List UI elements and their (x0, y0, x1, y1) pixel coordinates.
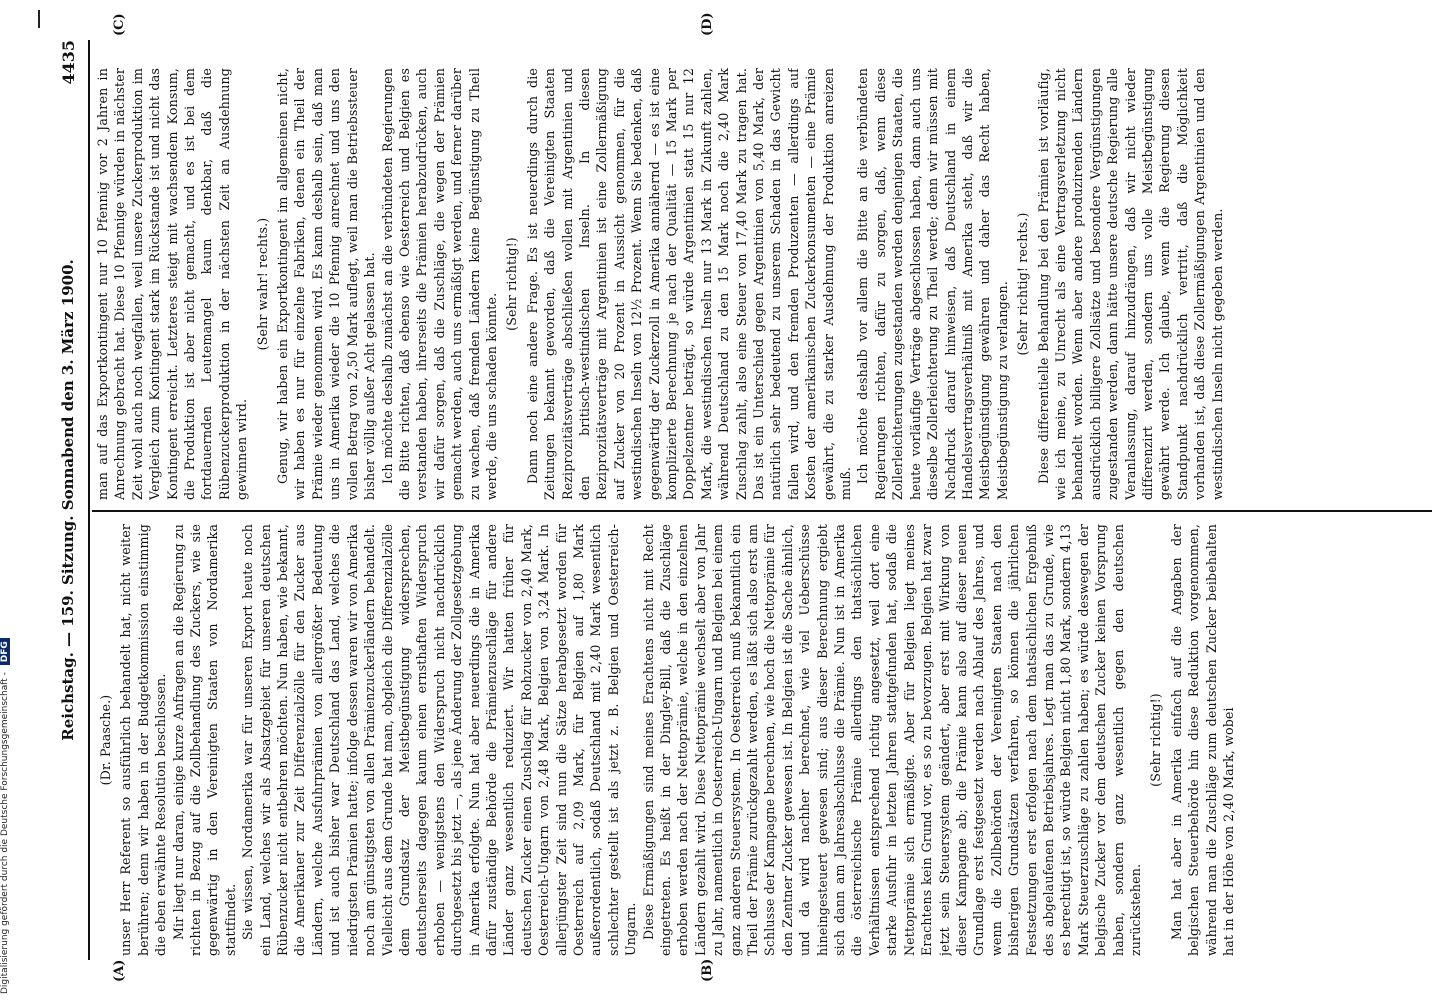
page-number: 4435 (59, 40, 78, 85)
paragraph: Ich möchte deshalb zunächst an die verbündeten Regierungen die Bitte richten, daß ebenso wie Oesterreich und Belgien es verstanden haben, ihrerseits die Prämien herabzudrücken, auch wir dafür sorgen, daß die Zuschläge, die wegen der Prämien gemacht werden, auch uns ermäßigt werden, und ferner darüber zu wachen, daß fremden Ländern keine Begünstigung zu Theil werde, die uns schaden könnte. (379, 68, 499, 500)
dfg-logo: DFG (0, 638, 10, 665)
page-header (55, 40, 85, 960)
paragraph: Sie wissen, Nordamerika war für unseren Export heute noch ein Land, welches wir als Absatzgebiet für unseren deutschen Rübenzucker nicht entbehren möchten. Nun haben, wie bekannt, die Amerikaner zur Zeit Differenzialzölle für den Zucker aus Ländern, welche Ausfuhrprämien von allergrößter Bedeutung und ist auch bisher war Deutschland das Land, welches die niedrigsten Prämien hatte; infolge dessen waren wir von Amerika noch am günstigsten von allen Prämienzuckerländern behandelt. Vielleicht aus dem Grunde hat man, obgleich die Differenzialzölle dem Grundsatz der Meistbegünstigung widersprechen, deutscherseits dagegen kaum einen ernsthaften Widerspruch erhoben — wenigstens den Widerspruch nicht nachdrücklich durchgesetzt bis jetzt —, als jene Änderung der Zollgesetzgebung in Amerika erfolgte. Nun hat aber neuerdings die in Amerika dafür zuständige Behörde die Prämienzuschläge für andere Länder ganz wesentlich reduziert. Wir hatten früher für deutschen Zucker einen Zuschlag für Rohzucker von 2,40 Mark, Oesterreich-Ungarn von 2,48 Mark, Belgien von 3,24 Mark. In allerjüngster Zeit sind nun die Sätze herabgesetzt worden für Oesterreich auf 2,09 Mark, für Belgien auf 1,80 Mark außerordentlich, sodaß Deutschland mit 2,40 Mark wesentlich schlechter gestellt ist als jetzt z. B. Belgien und Oesterreich-Ungarn. (240, 524, 639, 956)
left-column (94, 524, 1419, 956)
header-title: Reichstag. — 159. Sitzung. Sonnabend den 3. März 1900. (59, 259, 77, 741)
interjection: (Sehr richtig! rechts.) (1015, 212, 1031, 356)
paragraph: Dann noch eine andere Frage. Es ist neuerdings durch die Zeitungen bekannt geworden, daß die Vereinigten Staaten Reziprozitätsverträge abschließen wollen mit Argentinien und den britisch-westindischen Inseln. In diesen Reziprozitätsverträge mit Argentinien ist eine Zollermäßigung auf Zucker von 20 Prozent in Aussicht genommen, für die westindischen Inseln von 12½ Prozent. Wenn Sie bedenken, daß gegenwärtig der Zuckerzoll in Amerika annähernd — es ist eine komplizierte Berechnung je nach der Qualität — 15 Mark per Doppelzentner beträgt, so würde Argentinien statt 15 nur 12 Mark, die westindischen Inseln nur 13 Mark in Zukunft zahlen, während Deutschland zu den 15 Mark noch die 2,40 Mark Zuschlag zahlt, also eine Steuer von 17,40 Mark zu tragen hat. Das ist ein Unterschied gegen Argentinien von 5,40 Mark, der natürlich sehr bedeutend zu unserem Schaden in das Gewicht fallen wird, und den fremden Produzenten — allerdings auf Kosten der amerikanischen Zuckerkonsumenten — eine Prämie gewährt, die zu starker Ausdehnung der Produktion anreizen muß. (524, 68, 854, 500)
margin-mark-b: (B) (700, 958, 715, 982)
right-column (94, 68, 1419, 500)
paragraph: Diese Ermäßigungen sind meines Erachtens nicht mit Recht eingetreten. Es heißt in der Dingley-Bill, daß die Zuschläge erhoben werden nach der Nettoprämie, welche in den einzelnen Ländern gezahlt wird. Diese Nettoprämie wechselt aber von Jahr zu Jahr, namentlich in Oesterreich-Ungarn und Belgien bei einem ganz anderen Steuersystem. In Oesterreich muß bekanntlich ein Theil der Prämie zurückgezahlt werden, es läßt sich also erst am Schlusse der Kampagne berechnen, wie hoch die Nettoprämie für den Zentner Zucker gewesen ist. In Belgien ist die Sache ähnlich, und da wird nachher berechnet, wie viel Ueberschüsse hineingesteuert gewesen sind; aus dieser Berechnung ergiebt sich dann am Jahresabschlusse die Prämie. Nun ist in Amerika die österreichische Prämie allerdings den thatsächlichen Verhältnissen entsprechend richtig angesetzt, weil dort eine starke Ausfuhr in letzten Jahren stattgefunden hat, sodaß die Nettoprämie sich ermäßigte. Aber für Belgien liegt meines Erachtens kein Grund vor, es so zu bevorzugen. Belgien hat zwar jetzt sein Steuersystem geändert, aber erst mit Wirkung von dieser Kampagne ab; die Prämie kann also auf dieser neuen Grundlage erst festgesetzt werden nach Ablauf des Jahres, und wenn die Zollbehörden der Vereinigten Staaten nach den bisherigen Grundsätzen verfahren, so können die jährlichen Festsetzungen erst erfolgen nach dem thatsächlichen Ergebniß des abgelaufenen Betriebsjahres. Legt man das zu Grunde, wie es berechtigt ist, so würde Belgien nicht 1,80 Mark, sondern 4,13 Mark Steuerzuschläge zu zahlen haben; es würde deswegen der belgische Zucker vor dem deutschen Zucker keinen Vorsprung haben, sondern ganz wesentlich gegen den deutschen zurückstehen. (640, 524, 1143, 956)
paragraph: Ich möchte deshalb vor allem die Bitte an die verbündeten Regierungen richten, dafür zu sorgen, daß, wenn diese Zollerleichterungen zugestanden werden denjenigen Staaten, die heute vorläufige Verträge abgeschlossen haben, dann auch uns dieselbe Zollerleichterung zu Theil werde; denn wir müssen mit Nachdruck darauf hinweisen, daß Deutschland in einem Handelsvertragsverhältniß mit Amerika steht, daß wir die Meistbegünstigung gewähren und daher das Recht haben, Meistbegünstigung zu verlangen. (855, 68, 1010, 500)
paragraph: man auf das Exportkontingent nur 10 Pfennig vor 2 Jahren in Anrechnung gebracht hat. Diese 10 Pfennige würden in nächster Zeit wohl auch noch wegfallen, weil unsere Zuckerproduktion im Vergleich zum Kontingent stark im Rückstande ist und nicht das Kontingent erreicht. Letzteres steigt mit wachsendem Konsum, die Produktion ist aber nicht gemacht, und es ist bei dem fortdauernden Leutemangel kaum denkbar, daß die Rübenzuckerproduktion in der nächsten Zeit an Ausdehnung gewinnen wird. (95, 68, 250, 500)
paragraph: Diese differentielle Behandlung bei den Prämien ist vorläufig, wie ich meine, zu Unrecht als eine Vertragsverletzung nicht behandelt worden. Wenn aber andere produzirenden Ländern ausdrücklich billigere Zollsätze und besondere Vergünstigungen zugestanden werden, dann hätte unsere deutsche Regierung alle Veranlassung, darauf hinzudrängen, daß wir nicht wieder differenzirt werden, sondern uns volle Meistbegünstigung gewährt werde. Ich glaube, wenn die Regierung diesen Standpunkt nachdrücklich vertritt, daß die Möglichkeit vorhanden ist, daß diese Zollermäßigungen Argentinien und den westindischen Inseln nicht gegeben werden. (1035, 68, 1225, 500)
margin-mark-a: (A) (112, 959, 127, 982)
margin-mark-c: (C) (112, 13, 127, 36)
column-divider (92, 510, 1432, 512)
paragraph: Man hat aber in Amerika einfach auf die Angaben der belgischen Steuerbehörde hin diese Reduktion vorgenommen, während man die Zuschläge zum deutschen Zucker beibehalten hat in der Höhe von 2,40 Mark, wobei (1168, 524, 1236, 956)
digitization-credit (0, 638, 10, 994)
paragraph: Mir liegt nur daran, einige kurze Anfragen an die Regierung zu richten in Bezug auf die Zollbehandlung des Zuckers, wie sie gegenwärtig in den Vereinigten Staaten von Nordamerika stattfindet. (170, 524, 238, 956)
header-rule (88, 40, 90, 960)
margin-mark-d: (D) (700, 12, 715, 36)
interjection: (Sehr richtig!) (504, 237, 520, 331)
interjection: (Sehr wahr! rechts.) (254, 217, 270, 351)
credit-text: Digitalisierung gefördert durch die Deutsche Forschungsgemeinschaft - (0, 672, 10, 994)
paragraph: unser Herr Referent so ausführlich behandelt hat, nicht weiter berühren; denn wir haben in der Budgetkommission einstimmig die eben erwähnte Resolution beschlossen. (118, 524, 169, 956)
paragraph: Genug, wir haben ein Exportkontingent im allgemeinen nicht, wir haben es nur für einzelne Fabriken, denen ein Theil der Prämie wieder genommen wird. Es kann deshalb sein, daß man uns in Amerika wieder die 10 Pfennig anrechnet und uns den vollen Betrag von 2,50 Mark auflegt, weil man die Betriebssteuer bisher völlig außer Acht gelassen hat. (275, 68, 378, 500)
interjection: (Sehr richtig!) (1148, 693, 1164, 787)
speaker-name: (Dr. Paasche.) (98, 694, 113, 786)
